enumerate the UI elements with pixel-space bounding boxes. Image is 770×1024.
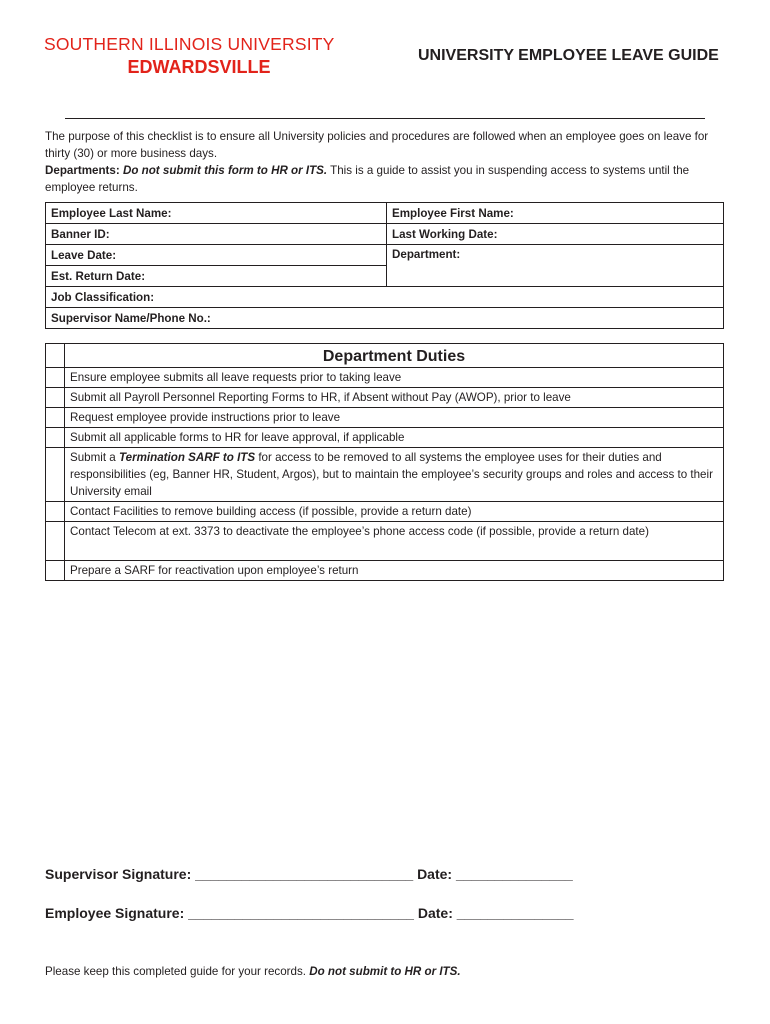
checkbox-cell[interactable] <box>46 448 65 502</box>
duty-item-prefix: Submit a <box>70 451 119 464</box>
employee-signature-label: Employee Signature: <box>45 905 185 921</box>
footer-warning: Do not submit to HR or ITS. <box>309 965 461 978</box>
table-row <box>46 203 724 224</box>
duties-heading: Department Duties <box>65 344 724 368</box>
table-row <box>46 287 724 308</box>
duty-item: Submit all applicable forms to HR for leave approval, if applicable <box>65 428 724 448</box>
first-name-field[interactable]: Employee First Name: <box>387 203 724 224</box>
supervisor-signature-row <box>45 866 574 882</box>
intro-text <box>45 128 735 196</box>
header-divider <box>65 118 705 119</box>
supervisor-signature-line[interactable]: ____________________________ <box>195 866 414 882</box>
leave-date-field[interactable]: Leave Date: <box>46 245 387 266</box>
duty-item: Submit all Payroll Personnel Reporting Forms to HR, if Absent without Pay (AWOP), prior to leave <box>65 388 724 408</box>
supervisor-signature-label: Supervisor Signature: <box>45 866 192 882</box>
table-row <box>46 224 724 245</box>
duties-table <box>45 343 724 581</box>
last-name-field[interactable]: Employee Last Name: <box>46 203 387 224</box>
departments-text: This is a guide to assist you in suspending access to systems until the employee returns. <box>45 164 690 194</box>
table-row <box>46 344 724 368</box>
duty-item-suffix: for access to be removed to all systems the employee uses for their duties and responsibilities (eg, Banner HR, Student, Argos), but to maintain the employee’s security groups and roles and access to their University email <box>70 451 713 498</box>
employee-date-label: Date: <box>417 905 453 921</box>
footer-note <box>45 965 461 978</box>
supervisor-date-line[interactable]: _______________ <box>455 866 573 882</box>
table-row <box>46 408 724 428</box>
department-field[interactable]: Department: <box>387 245 724 287</box>
signature-section <box>45 866 574 944</box>
table-row <box>46 245 724 266</box>
est-return-date-field[interactable]: Est. Return Date: <box>46 266 387 287</box>
table-row <box>46 522 724 561</box>
employee-signature-line[interactable]: _____________________________ <box>188 905 414 921</box>
checkbox-cell[interactable] <box>46 368 65 388</box>
table-row <box>46 428 724 448</box>
checkbox-cell[interactable] <box>46 502 65 522</box>
table-row <box>46 388 724 408</box>
departments-paragraph <box>45 162 735 196</box>
duty-item: Request employee provide instructions prior to leave <box>65 408 724 428</box>
table-row <box>46 308 724 329</box>
checkbox-cell[interactable] <box>46 428 65 448</box>
supervisor-date-label: Date: <box>417 866 453 882</box>
departments-label: Departments: <box>45 164 120 177</box>
last-working-date-field[interactable]: Last Working Date: <box>387 224 724 245</box>
table-row <box>46 561 724 581</box>
supervisor-field[interactable]: Supervisor Name/Phone No.: <box>46 308 724 329</box>
duty-item: Prepare a SARF for reactivation upon employee’s return <box>65 561 724 581</box>
document-title: UNIVERSITY EMPLOYEE LEAVE GUIDE <box>418 47 719 64</box>
employee-info-table <box>45 202 724 329</box>
employee-date-line[interactable]: _______________ <box>456 905 574 921</box>
duty-item: Contact Facilities to remove building access (if possible, provide a return date) <box>65 502 724 522</box>
duty-item: Ensure employee submits all leave requests prior to taking leave <box>65 368 724 388</box>
checkbox-cell[interactable] <box>46 522 65 561</box>
duty-item-emphasis: Termination SARF to ITS <box>118 451 256 464</box>
purpose-paragraph: The purpose of this checklist is to ensure all University policies and procedures are followed when an employee goes on leave for thirty (30) or more business days. <box>45 130 709 160</box>
heading-blank-cell <box>46 344 65 368</box>
duty-item <box>65 448 724 502</box>
checkbox-cell[interactable] <box>46 408 65 428</box>
footer-text: Please keep this completed guide for your records. <box>45 965 307 978</box>
university-logo <box>44 34 364 78</box>
departments-warning: Do not submit this form to HR or ITS. <box>122 164 328 177</box>
logo-line-1: SOUTHERN ILLINOIS UNIVERSITY <box>44 34 335 54</box>
table-row <box>46 502 724 522</box>
banner-id-field[interactable]: Banner ID: <box>46 224 387 245</box>
table-row <box>46 368 724 388</box>
logo-line-2: EDWARDSVILLE <box>127 57 271 77</box>
duty-item: Contact Telecom at ext. 3373 to deactivate the employee’s phone access code (if possible, provide a return date) <box>65 522 724 561</box>
checkbox-cell[interactable] <box>46 561 65 581</box>
table-row <box>46 448 724 502</box>
job-classification-field[interactable]: Job Classification: <box>46 287 724 308</box>
checkbox-cell[interactable] <box>46 388 65 408</box>
employee-signature-row <box>45 905 574 921</box>
